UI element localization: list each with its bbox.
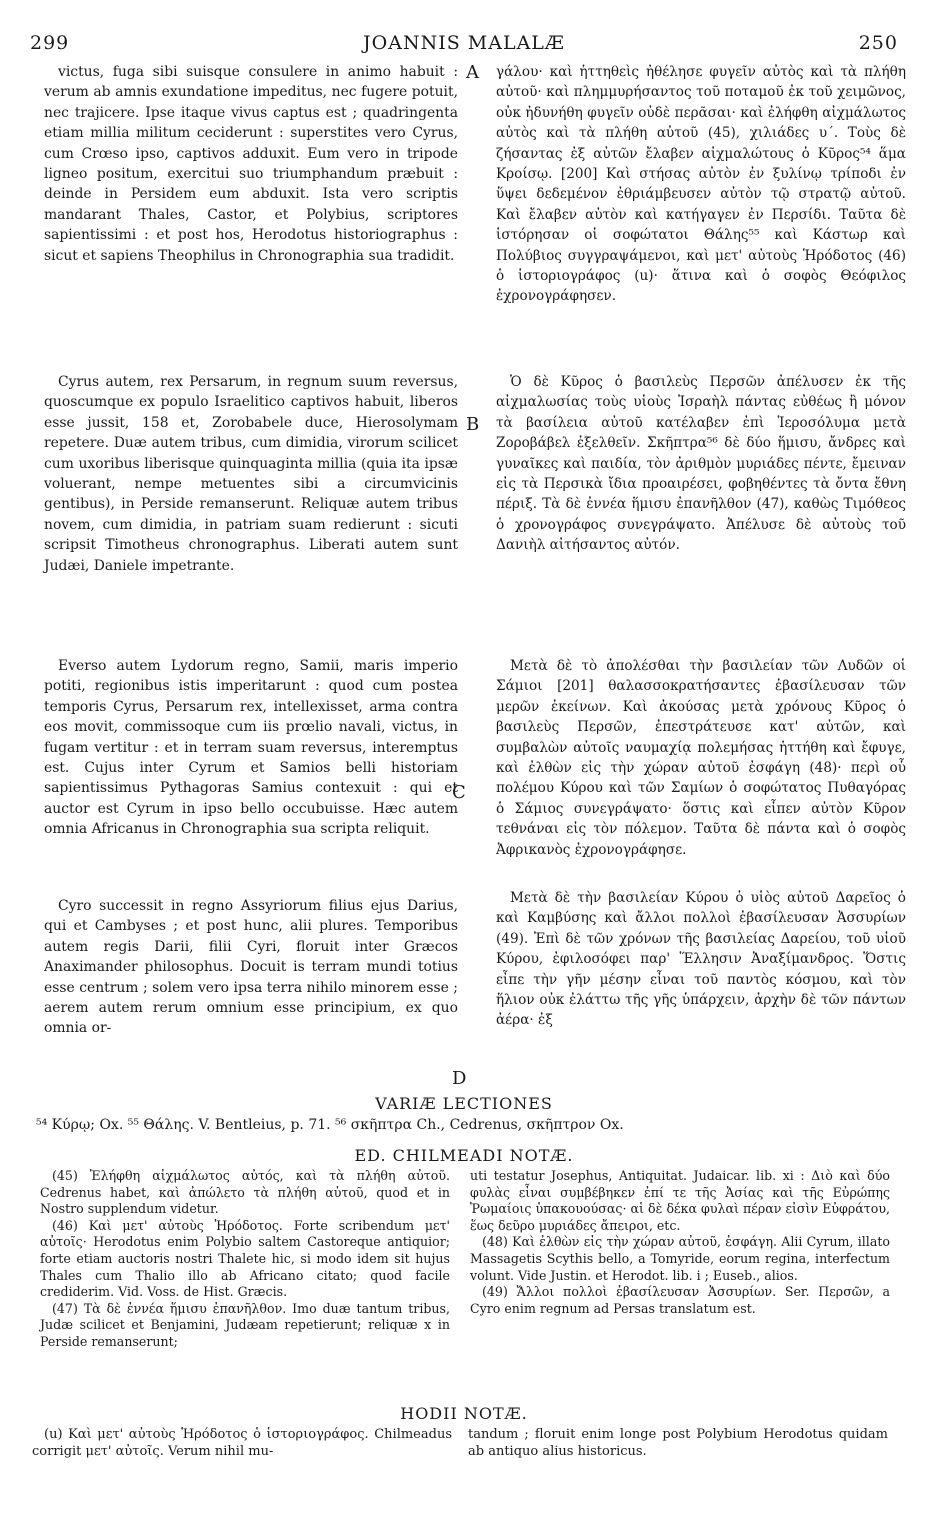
greek-text: γάλου· καὶ ἡττηθεὶς ἠθέλησε φυγεῖν αὐτὸς καὶ τὰ πλήθη αὐτοῦ· καὶ πλημμυρήσαντος τοῦ ποταμοῦ ἐκ τοῦ χειμῶνος, οὐκ ἠδυνήθη φυγεῖν οὐδὲ περᾶσαι· καὶ ἐλήφθη αἰχμάλωτος αὐτὸς καὶ τὰ πλήθη αὐτοῦ (45), χιλιάδες υ΄. Τοὺς δὲ ζήσαντας ἐξ αὐτῶν ἔλαβεν αἰχμαλώτους ὁ Κῦρος⁵⁴ ἅμα Κροίσῳ. [200] Καὶ στήσας αὐτὸν ἐν ξυλίνῳ τρίποδι ἐν ὕψει δεδεμένον ἐθριάμβευσεν αὐτὸν τῷ στρατῷ αὐτοῦ. Καὶ ἔλαβεν αὐτὸν καὶ κατήγαγεν ἐν Περσίδι. Ταῦτα δὲ ἱστόρησαν οἱ σοφώτατοι Θάλης⁵⁵ καὶ Κάστωρ καὶ Πολύβιος συγγραψάμενοι, καὶ μετ' αὐτοὺς Ἡρόδοτος (46) ὁ ἱστοριογράφος (u)· ἅτινα καὶ ὁ σοφὸς Θεόφιλος ἐχρονογράφησεν. xyxy=(496,64,906,305)
section-marker-a: A xyxy=(466,62,479,83)
note-48: (48) Καὶ ἐλθὼν εἰς τὴν χώραν αὐτοῦ, ἐσφάγη. Alii Cyrum, illato Massagetis Scythis bello, a Tomyride, eorum regina, interfectum volunt. Vide Justin. et Herodot. lib. i ; Euseb., alios. xyxy=(470,1234,890,1283)
running-title: JOANNIS MALALÆ xyxy=(363,32,565,54)
note-45: (45) Ἐλήφθη αἰχμάλωτος αὐτός, καὶ τὰ πλήθη αὐτοῦ. Cedrenus habet, καὶ ἀπώλετο τὰ πλήθη αὐτοῦ, quod et in Nostro supplendum videtur. xyxy=(40,1168,450,1217)
chilmeadi-notes-heading: ED. CHILMEADI NOTÆ. xyxy=(354,1146,574,1165)
greek-paragraph-2 xyxy=(496,372,906,556)
variae-lectiones-text: ⁵⁴ Κύρῳ; Ox. ⁵⁵ Θάλης. V. Bentleius, p. 71. ⁵⁶ σκῆπτρα Ch., Cedrenus, σκῆπτρον Ox. xyxy=(36,1117,624,1133)
note-49: (49) Ἄλλοι πολλοὶ ἐβασίλευσαν Ἀσσυρίων. Ser. Περσῶν, a Cyro enim regnum ad Persas translatum est. xyxy=(470,1284,890,1316)
chilmeadi-notes-right xyxy=(470,1168,890,1317)
page-number-right: 250 xyxy=(858,32,898,54)
section-marker-d: D xyxy=(452,1068,467,1089)
greek-paragraph-1 xyxy=(496,62,906,307)
hodii-notes-heading: HODII NOTÆ. xyxy=(400,1404,528,1423)
latin-paragraph-1 xyxy=(44,62,458,266)
note-47: (47) Τὰ δὲ ἐννέα ἥμισυ ἐπανῆλθον. Imo duæ tantum tribus, Judæ scilicet et Benjamini, Judæam repetierunt; reliquæ x in Perside remanserunt; xyxy=(40,1300,450,1349)
greek-text: Ὁ δὲ Κῦρος ὁ βασιλεὺς Περσῶν ἀπέλυσεν ἐκ τῆς αἰχμαλωσίας τοὺς υἱοὺς Ἰσραὴλ πάντας εὐθέως ἢ μόνον τὰ βασίλεια αὐτοῦ κατέλαβεν ἐπὶ Ἱεροσόλυμα μετὰ Ζοροβάβελ ἐξελθεῖν. Σκῆπτρα⁵⁶ δὲ δύο ἥμισυ, ἄνδρες καὶ γυναῖκες καὶ παιδία, τὸν ἀριθμὸν μυριάδες πέντε, ἔμειναν εἰς τὰ Περσικὰ ἴδια προαιρέσει, φοβηθέντες τὰ ὄντα ἔθνη πέριξ. Τὰ δὲ ἐννέα ἥμισυ ἐπανῆλθον (47), καθὼς Τιμόθεος ὁ χρονογράφος συνεγράψατο. Ἀπέλυσε δὲ αὐτοὺς τοῦ Δανιὴλ αἰτήσαντος αὐτόν. xyxy=(496,374,906,554)
latin-text: Cyrus autem, rex Persarum, in regnum suum reversus, quoscumque ex populo Israelitico captivos habuit, liberos esse jussit, 158 et, Zorobabele duce, Hierosolymam repetere. Duæ autem tribus, cum dimidia, virorum scilicet cum uxoribus liberisque quinquaginta millia (quia ita ipsæ voluerant, nempe metuentes sibi a circumvicinis gentibus), in Perside remanserunt. Reliquæ autem tribus novem, cum dimidia, in patriam suam redierunt : sicuti scripsit Timotheus chronographus. Liberati autem sunt Judæi, Daniele impetrante. xyxy=(44,374,458,574)
latin-paragraph-3 xyxy=(44,656,458,840)
latin-paragraph-4 xyxy=(44,896,458,1039)
latin-text: Cyro successit in regno Assyriorum filius ejus Darius, qui et Cambyses ; et post hunc, alii plures. Temporibus autem regis Darii, filii Cyri, floruit inter Græcos Anaximander philosophus. Docuit is terram mundi totius esse centrum ; solem vero ipsa terra nihilo minorem esse ; aerem autem rerum omnium esse principium, ex quo omnia or- xyxy=(44,898,458,1037)
greek-paragraph-4 xyxy=(496,888,906,1031)
greek-paragraph-3 xyxy=(496,656,906,860)
chilmeadi-notes-left xyxy=(40,1168,450,1351)
hodii-note-right: tandum ; floruit enim longe post Polybium Herodotus quidam ab antiquo alius historicus. xyxy=(468,1427,888,1459)
note-47-continued: uti testatur Josephus, Antiquitat. Judaicar. lib. xi : Διὸ καὶ δύο φυλὰς εἶναι συμβέβηκεν ἐπί τε τῆς Ἀσίας καὶ τῆς Εὐρώπης Ῥωμαίοις ὑπακουούσας· αἱ δὲ δέκα φυλαὶ πέραν εἰσὶν Εὐφράτου, ἕως δεῦρο μυριάδες ἄπειροι, etc. xyxy=(470,1168,890,1233)
greek-text: Μετὰ δὲ τὴν βασιλείαν Κύρου ὁ υἱὸς αὐτοῦ Δαρεῖος ὁ καὶ Καμβύσης καὶ ἄλλοι πολλοὶ ἐβασίλευσαν Ἀσσυρίων (49). Ἐπὶ δὲ τῶν χρόνων τῆς βασιλείας Δαρείου, τοῦ υἱοῦ Κύρου, ἐφιλοσόφει παρ' Ἕλλησιν Ἀναξίμανδρος. Ὅστις εἶπε τὴν γῆν μέσην εἶναι τοῦ παντὸς κόσμου, καὶ τὸν ἥλιον οὐκ ἐλάττω τῆς γῆς ὑπάρχειν, ἀρχὴν δὲ τῶν πάντων ἀέρα· ἐξ xyxy=(496,890,906,1029)
variae-lectiones-heading: VARIÆ LECTIONES xyxy=(375,1094,553,1113)
latin-text: Everso autem Lydorum regno, Samii, maris imperio potiti, regionibus istis imperitarunt : quod cum postea temporis Cyrus, Persarum rex, intellexisset, arma contra eos movit, commissoque cum iis prœlio navali, victus, in fugam vertitur : et in terram suam reversus, interemptus est. Cujus inter Cyrum et Samios belli historiam sapientissimus Pythagoras Samius contexuit : qui et auctor est Cyrum in ipso bello occubuisse. Hæc autem omnia Africanus in Chronographia sua scripta reliquit. xyxy=(44,658,458,838)
section-marker-b: B xyxy=(466,414,480,435)
page-number-left: 299 xyxy=(30,32,70,54)
latin-paragraph-2 xyxy=(44,372,458,576)
note-46: (46) Καὶ μετ' αὐτοὺς Ἡρόδοτος. Forte scribendum μετ' αὐτοῖς· Herodotus enim Polybio saltem Castoreque antiquior; forte etiam auctoris nostri Thalete hic, si modo idem sit hujus Thales cum Thalio illo ab Africano citato; quod facile crediderim. Vid. Voss. de Hist. Græcis. xyxy=(40,1217,450,1300)
section-marker-c: C xyxy=(452,782,466,803)
page-header xyxy=(30,30,898,56)
latin-text: victus, fuga sibi suisque consulere in animo habuit : verum ab amnis exundatione impeditus, nec fugere potuit, nec trajicere. Ipse itaque vivus captus est ; quadringenta etiam millia militum ceciderunt : superstites vero Cyrus, cum Crœso ipso, captivos adduxit. Eum vero in tripode ligneo positum, exercitui suo triumphandum præbuit : deinde in Persidem eum abduxit. Ista vero scriptis mandarant Thales, Castor, et Polybius, scriptores sapientissimi : et post hos, Herodotus historiographus : sicut et sapiens Theophilus in Chronographia sua tradidit. xyxy=(44,64,458,264)
greek-text: Μετὰ δὲ τὸ ἀπολέσθαι τὴν βασιλείαν τῶν Λυδῶν οἱ Σάμιοι [201] θαλασσοκρατήσαντες ἐβασίλευσαν τῶν μερῶν ἐκείνων. Καὶ ἀκούσας μετὰ χρόνους Κῦρος ὁ βασιλεὺς Περσῶν, ἐπεστράτευσε κατ' αὐτῶν, καὶ συμβαλὼν αὐτοῖς ναυμαχίᾳ πολεμήσας ἡττήθη καὶ ἔφυγε, καὶ ἐλθὼν εἰς τὴν χώραν αὐτοῦ ἐσφάγη (48)· περὶ οὗ πολέμου Κύρου καὶ τῶν Σαμίων ὁ σοφώτατος Πυθαγόρας ὁ Σάμιος συνεγράψατο· ὅστις καὶ εἶπεν αὐτὸν Κῦρον τεθνάναι εἰς τὸν πόλεμον. Ταῦτα δὲ πάντα καὶ ὁ σοφὸς Ἀφρικανὸς ἐχρονογράφησε. xyxy=(496,658,906,858)
hodii-note-left: (u) Καὶ μετ' αὐτοὺς Ἡρόδοτος ὁ ἱστοριογράφος. Chilmeadus corrigit μετ' αὐτοῖς. Verum nihil mu- xyxy=(32,1427,452,1459)
